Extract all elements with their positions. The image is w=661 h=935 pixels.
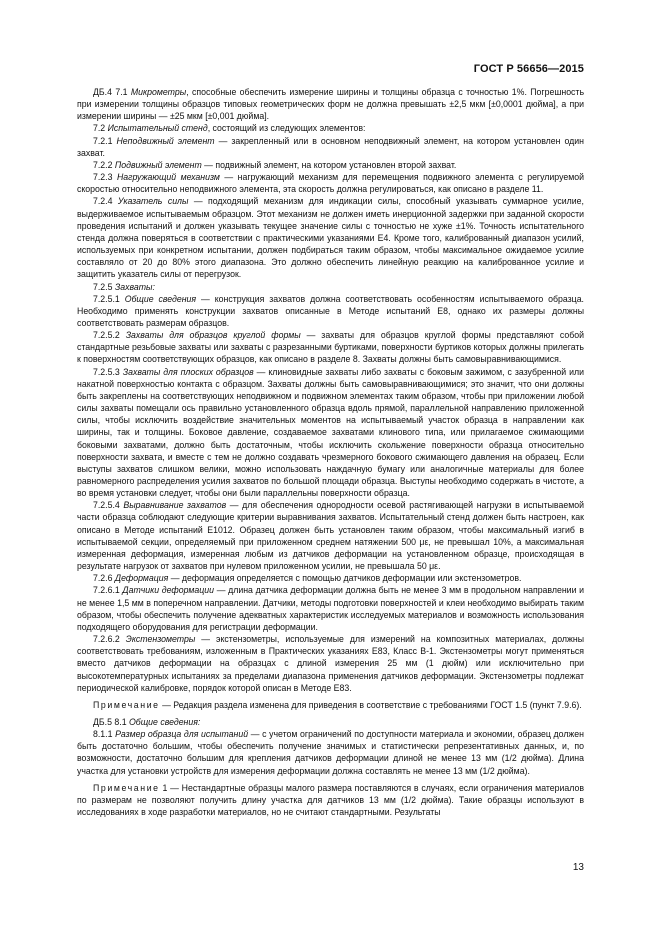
- paragraph-number: 7.2: [93, 123, 108, 134]
- paragraph-text: — экстензометры, используемые для измерений на композитных материалах, должны соответствовать требованиям, изложенным в Практических указаниях Е83, Класс В-1. Экстензометры могут применяться вместо датчиков деформации на образцах с длиной измерения 25 мм (1 дюйм) или исключительно при высокотемпературных испытаниях за пределами диапазона применения датчиков деформации. Экстензометры подлежат периодической калибровке, порядок которой описан в Методе Е83.: [77, 634, 584, 693]
- italic-term: Микрометры: [130, 87, 187, 97]
- paragraph-text: — подвижный элемент, на котором установлен второй захват.: [201, 159, 457, 170]
- paragraph-text: — захваты для образцов круглой формы представляют собой стандартные резьбовые захваты или захваты с разрезанными буртиками, поверхности буртиков которых должны прилегать к поверхностям соответствующих образцов, как описано в разделе 8. Захваты должны быть самовыравнивающимися.: [77, 330, 584, 365]
- italic-term: Деформация: [114, 573, 169, 584]
- paragraph-p5: [77, 171, 584, 195]
- paragraph-number: ДБ.5 8.1: [93, 716, 129, 727]
- paragraph-p8: [77, 293, 584, 329]
- italic-term: Нагружающий механизм: [116, 172, 220, 183]
- paragraph-number: 7.2.4: [93, 196, 118, 207]
- paragraph-number: 7.2.1: [93, 135, 117, 146]
- paragraph-text: — закрепленный или в основном неподвижный элемент, на котором установлен один захват.: [77, 135, 584, 158]
- italic-term: Общие сведения: [124, 293, 197, 304]
- paragraph-text: — Редакция раздела изменена для приведения в соответствие с требованиями ГОСТ 1.5 (пункт 7.9.6).: [159, 699, 582, 710]
- paragraph-text: — клиновидные захваты либо захваты с боковым зажимом, с зазубренной или накатной поверхностью контакта с образцом. Захваты должны быть самовыравнивающимися; это значит, что они должны быть закреплены на соответствующих неподвижном и подвижном элементах таким образом, чтобы при приложении любой силы захваты помещали ось правильно установленного образца вдоль прямой, параллельной направлению приложенной силы, чтобы исключить воздействие значительных моментов на испытываемый участок образца в направлении как ширины, так и толщины. Боковое давление, создаваемое захватами клинового типа, или прилагаемое сжимающими боковыми захватами, должно быть достаточным, чтобы исключить скольжение поверхности образца относительно поверхности захвата, и вместе с тем не должно создавать чрезмерного бокового сжимающего давления на образец. Если выступы захватов слишком велики, можно использовать наждачную бумагу или аналогичные материалы для более равномерного распределения усилия захватов по большой площади образца. Выступы необходимо содержать в чистоте, а во время установки следует, чтобы они были параллельны поверхности образца.: [77, 366, 584, 499]
- paragraph-text: — деформация определяется с помощью датчиков деформации или экстензометров.: [168, 573, 522, 584]
- note-label: Примечание: [93, 699, 160, 710]
- paragraph-number: ДБ.4 7.1: [93, 87, 131, 97]
- paragraph-number: 7.2.5.1: [93, 293, 125, 304]
- paragraph-text: — с учетом ограничений по доступности материала и экономии, образец должен быть достаточно большим, чтобы обеспечить получение значимых и статистически репрезентативных данных, и, по возможности, достаточно большим для крепления датчиков деформации длиной не менее 13 мм (1/2 дюйма). Длина участка для установки устройств для измерения деформации должна составлять не менее 13 мм (1/2 дюйма).: [77, 729, 584, 776]
- italic-term: Указатель силы: [117, 196, 189, 207]
- paragraph-text: — для обеспечения однородности осевой растягивающей нагрузки в испытываемой части образца соблюдают следующие критерии выравнивания захватов. Испытательный стенд должен быть настроен, как описано в Методе испытаний Е1012. Образец должен быть установлен таким образом, чтобы максимальный изгиб в испытываемой секции, определяемый при приложенном среднем натяжении 500 με, не превышал 10%, а максимальная измеренная деформация, измеренная любым из датчиков деформации на установленном образце, происходящая в результате нагрузок от захватов при нулевом приложенном усилии, не превышала 50 με.: [77, 500, 584, 572]
- italic-term: Захваты для плоских образцов: [122, 366, 254, 377]
- paragraph-p9: [77, 329, 584, 365]
- paragraph-number: 7.2.5.4: [93, 500, 124, 511]
- paragraph-number: 7.2.6.1: [93, 585, 123, 596]
- paragraph-p11: [77, 499, 584, 572]
- italic-term: Общие сведения:: [129, 716, 201, 727]
- paragraph-p3: [77, 135, 584, 159]
- paragraph-text: , способные обеспечить измерение ширины и толщины образца с точностью 1%. Погрешность при измерении толщины образцов типовых геометрических форм не должна превышать ±2,5 мкм [±0,0001 дюйма], а при измерении ширины — ±25 мкм [±0,001 дюйма].: [77, 87, 584, 122]
- paragraph-p18: [77, 782, 584, 818]
- paragraph-p4: [77, 159, 584, 171]
- document-header: ГОСТ Р 56656—2015: [473, 63, 584, 75]
- paragraph-text: — нагружающий механизм для перемещения подвижного элемента с регулируемой скоростью относительно неподвижного элемента, эта скорость должна регулироваться, как описано в разделе 11.: [77, 172, 584, 195]
- paragraph-number: 7.2.5.3: [93, 366, 123, 377]
- paragraph-text: 1 — Нестандартные образцы малого размера поставляются в случаях, если ограничения материалов по размерам не позволяют получить длину участка для датчиков 13 мм (1/2 дюйма). Такие образцы используют в исследованиях в ходе разработки материалов, но не считают стандартными. Результаты: [77, 782, 584, 818]
- paragraph-p1: [77, 86, 584, 122]
- paragraph-text: — длина датчика деформации должна быть не менее 3 мм в продольном направлении и не менее 1,5 мм в поперечном направлении. Датчики, методы подготовки поверхностей и клеи необходимо выбирать таким образом, чтобы обеспечить получение адекватных характеристик исследуемых материалов и возможность использования подходящего оборудования для регистрации деформации.: [77, 585, 584, 632]
- italic-term: Экстензометры: [125, 634, 196, 645]
- paragraph-number: 7.2.6: [93, 573, 115, 584]
- italic-term: Неподвижный элемент: [116, 135, 215, 146]
- italic-term: Испытательный стенд: [107, 123, 208, 134]
- italic-term: Датчики деформации: [122, 585, 215, 596]
- italic-term: Захваты:: [114, 281, 155, 292]
- paragraph-text: — подходящий механизм для индикации силы, способный указывать суммарное усилие, выдерживаемое испытываемым образцом. Этот механизм не должен иметь инерционной задержки при заданной скорости проведения испытаний и должен указывать текущее значение силы с точностью не хуже ±1%. Точность испытательного стенда должна поверяться в соответствии с практическими указаниями Е4. Кроме того, калиброванный диапазон усилий, используемых при конкретном испытании, должен подбираться таким образом, чтобы максимальное ожидаемое усилие составляло от 20 до 80% этого диапазона. Это должно обеспечить линейную реакцию на калиброванное усилие и защитить указатель силы от перегрузок.: [77, 196, 584, 280]
- italic-term: Подвижный элемент: [114, 159, 202, 170]
- paragraph-p13: [77, 584, 584, 633]
- italic-term: Размер образца для испытаний: [115, 729, 249, 740]
- italic-term: Захваты для образцов круглой формы: [125, 330, 301, 341]
- paragraph-p12: [77, 572, 584, 584]
- document-body: [77, 86, 584, 818]
- paragraph-number: 7.2.2: [93, 159, 115, 170]
- paragraph-number: 7.2.5: [93, 281, 115, 292]
- paragraph-p7: [77, 281, 584, 293]
- paragraph-p16: [77, 716, 584, 728]
- paragraph-number: 7.2.3: [93, 172, 117, 183]
- paragraph-p14: [77, 633, 584, 694]
- paragraph-p10: [77, 366, 584, 500]
- paragraph-number: 7.2.5.2: [93, 330, 126, 341]
- paragraph-number: 8.1.1: [93, 729, 116, 740]
- note-label: Примечание: [93, 782, 160, 793]
- paragraph-p17: [77, 728, 584, 777]
- paragraph-text: — конструкция захватов должна соответствовать особенностям испытываемого образца. Необходимо применять конструкции захватов описанные в Методе испытаний Е8, однако их размеры должны соответствовать размерам образцов.: [77, 293, 584, 328]
- paragraph-p6: [77, 195, 584, 280]
- paragraph-number: 7.2.6.2: [93, 634, 126, 645]
- italic-term: Выравнивание захватов: [123, 500, 227, 511]
- paragraph-p2: [77, 122, 584, 134]
- paragraph-p15: [77, 699, 584, 711]
- paragraph-text: , состоящий из следующих элементов:: [207, 123, 366, 134]
- page-number: 13: [572, 862, 584, 873]
